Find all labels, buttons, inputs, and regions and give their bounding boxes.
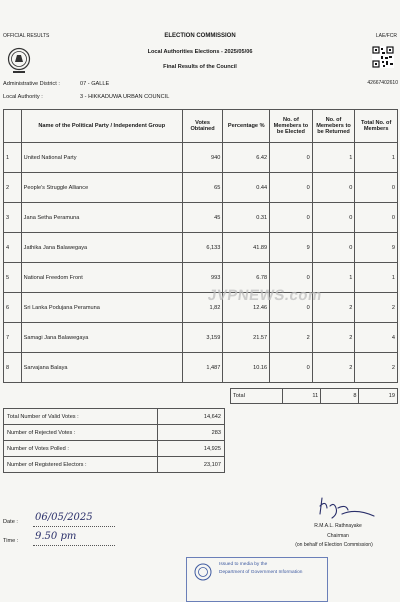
time-line: [33, 545, 115, 546]
vote-percentage: 0.31: [223, 203, 270, 233]
party-name: Jana Setha Peramuna: [21, 203, 182, 233]
signer-role: (on behalf of Election Commission): [295, 542, 373, 548]
vote-percentage: 12.46: [223, 293, 270, 323]
returned-header: No. of Memebers to be Returned: [312, 110, 355, 143]
official-results-label: OFFICIAL RESULTS: [3, 33, 50, 39]
members-total: 9: [355, 233, 398, 263]
members-total: 4: [355, 323, 398, 353]
authority-value: 3 - HIKKADUWA URBAN COUNCIL: [80, 94, 170, 100]
members-total: 0: [355, 173, 398, 203]
summary-label: Number of Votes Polled :: [4, 441, 158, 457]
handwritten-date: 06/05/2025: [35, 512, 93, 523]
district-label: Administrative District :: [3, 81, 60, 87]
party-header: Name of the Political Party / Independent Group: [21, 110, 182, 143]
votes-obtained: 6,133: [182, 233, 223, 263]
total-members-header: Total No. of Members: [355, 110, 398, 143]
vote-summary-table: [3, 408, 225, 473]
totals-table: [230, 388, 398, 404]
table-row: [4, 173, 398, 203]
summary-label: Number of Registered Electors :: [4, 457, 158, 473]
totals-label: Total: [231, 389, 283, 404]
summary-value: 14,925: [158, 441, 225, 457]
vote-percentage: 21.57: [223, 323, 270, 353]
table-row: [4, 353, 398, 383]
party-name: Sarvajana Balaya: [21, 353, 182, 383]
votes-obtained: 993: [182, 263, 223, 293]
election-title: Local Authorities Elections - 2025/05/06: [147, 49, 253, 55]
row-number: 6: [4, 293, 22, 323]
members-elected: 0: [270, 353, 313, 383]
vote-percentage: 10.16: [223, 353, 270, 383]
members-returned: 2: [312, 353, 355, 383]
row-number: 2: [4, 173, 22, 203]
votes-header: Votes Obtained: [182, 110, 223, 143]
results-table: [3, 109, 398, 383]
members-returned: 1: [312, 143, 355, 173]
members-elected: 9: [270, 233, 313, 263]
summary-label: Total Number of Valid Votes :: [4, 409, 158, 425]
members-total: 0: [355, 203, 398, 233]
members-elected: 0: [270, 143, 313, 173]
table-row: [4, 143, 398, 173]
serial-number: 42667402610: [367, 80, 398, 86]
members-total: 2: [355, 353, 398, 383]
vote-percentage: 6.42: [223, 143, 270, 173]
members-returned: 0: [312, 233, 355, 263]
totals-members: 19: [359, 389, 398, 404]
index-header: [4, 110, 22, 143]
vote-percentage: 0.44: [223, 173, 270, 203]
summary-label: Number of Rejected Votes :: [4, 425, 158, 441]
date-line: [33, 526, 115, 527]
signer-title: Chairman: [327, 533, 349, 539]
members-elected: 0: [270, 173, 313, 203]
authority-label: Local Authority :: [3, 94, 43, 100]
row-number: 8: [4, 353, 22, 383]
percentage-header: Percentage %: [223, 110, 270, 143]
summary-row: [4, 441, 225, 457]
votes-obtained: 3,159: [182, 323, 223, 353]
stamp-line-1: Issued to media by the: [219, 562, 268, 567]
party-name: United National Party: [21, 143, 182, 173]
summary-row: [4, 425, 225, 441]
media-stamp: [186, 557, 328, 602]
district-value: 07 - GALLE: [80, 81, 110, 87]
document-code: LAE/FCR: [375, 33, 397, 39]
votes-obtained: 940: [182, 143, 223, 173]
members-elected: 0: [270, 263, 313, 293]
votes-obtained: 1,82: [182, 293, 223, 323]
party-name: Sri Lanka Podujana Peramuna: [21, 293, 182, 323]
members-returned: 1: [312, 263, 355, 293]
party-name: National Freedom Front: [21, 263, 182, 293]
summary-value: 14,642: [158, 409, 225, 425]
results-subtitle: Final Results of the Council: [163, 64, 237, 70]
summary-value: 23,107: [158, 457, 225, 473]
members-returned: 0: [312, 173, 355, 203]
row-number: 7: [4, 323, 22, 353]
members-returned: 2: [312, 323, 355, 353]
qr-code-icon: [372, 46, 394, 68]
time-label: Time :: [3, 538, 19, 544]
party-name: People's Struggle Alliance: [21, 173, 182, 203]
table-row: [4, 323, 398, 353]
party-name: Jathika Jana Balawegaya: [21, 233, 182, 263]
commission-title: ELECTION COMMISSION: [164, 33, 236, 39]
totals-returned: 8: [321, 389, 359, 404]
table-row: [4, 203, 398, 233]
results-header-row: [4, 110, 398, 143]
date-label: Date :: [3, 519, 18, 525]
row-number: 1: [4, 143, 22, 173]
totals-elected: 11: [282, 389, 320, 404]
stamp-line-2: Department of Government Information: [219, 570, 303, 575]
row-number: 3: [4, 203, 22, 233]
signer-name: R.M.A.L. Rathnayake: [314, 523, 362, 529]
members-total: 1: [355, 263, 398, 293]
votes-obtained: 1,487: [182, 353, 223, 383]
summary-value: 283: [158, 425, 225, 441]
members-elected: 2: [270, 323, 313, 353]
members-returned: 0: [312, 203, 355, 233]
members-elected: 0: [270, 203, 313, 233]
totals-row: [231, 389, 398, 404]
party-name: Samagi Jana Balawegaya: [21, 323, 182, 353]
summary-row: [4, 409, 225, 425]
members-returned: 2: [312, 293, 355, 323]
votes-obtained: 65: [182, 173, 223, 203]
row-number: 5: [4, 263, 22, 293]
table-row: [4, 233, 398, 263]
row-number: 4: [4, 233, 22, 263]
members-total: 1: [355, 143, 398, 173]
votes-obtained: 45: [182, 203, 223, 233]
members-elected: 0: [270, 293, 313, 323]
watermark: JVPNEWS.com: [206, 287, 324, 304]
summary-row: [4, 457, 225, 473]
signature-icon: [312, 494, 376, 524]
members-total: 2: [355, 293, 398, 323]
vote-percentage: 41.89: [223, 233, 270, 263]
stamp-emblem-icon: [194, 563, 212, 581]
handwritten-time: 9.50 pm: [35, 531, 77, 542]
elected-header: No. of Memebers to be Elected: [270, 110, 313, 143]
vote-percentage: 6.78: [223, 263, 270, 293]
